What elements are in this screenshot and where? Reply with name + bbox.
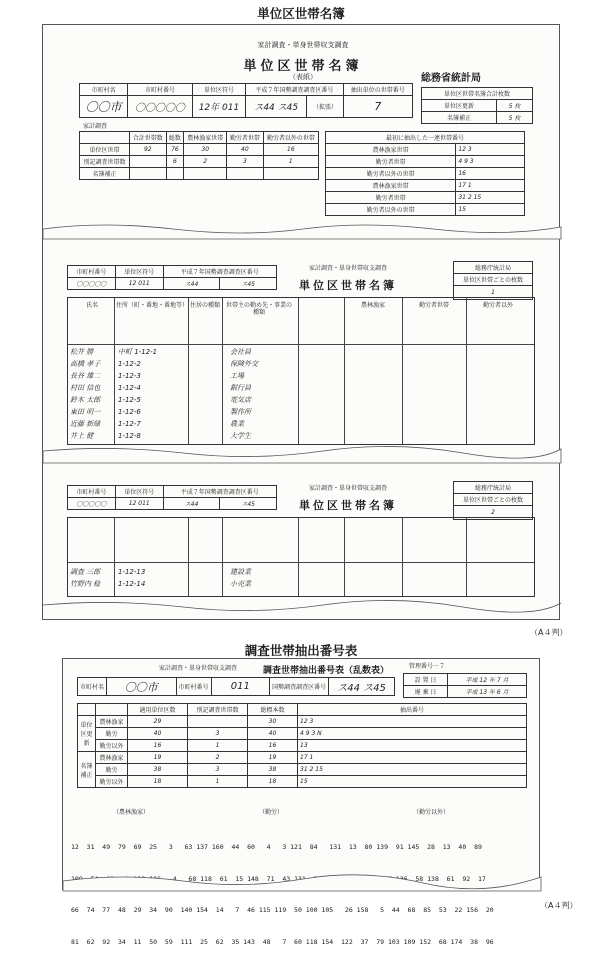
random-row: 66 74 77 48 29 34 90 140 154 14 7 46 115 119 50 100 105 26 158 5 44 68 85 53 22 156 20 (71, 906, 494, 914)
resident-name: 松井 勝 (70, 348, 94, 356)
p2-col-header: 抽出番号 (298, 704, 527, 716)
resident-name: 井上 健 (70, 432, 94, 440)
row-value: 16 (128, 740, 188, 752)
table-row (70, 384, 530, 396)
date-value: 平成 13 年 6 月 (448, 686, 527, 698)
random-number-table (71, 821, 535, 968)
row-value: 4 9 3 N (298, 728, 527, 740)
p2-dates-table (403, 673, 527, 698)
summary-value: 6 (166, 156, 184, 168)
row-value: 19 (248, 752, 298, 764)
resident-work: 小売業 (230, 580, 251, 588)
date-value: 平成 12 年 7 月 (448, 674, 527, 686)
cover-label: （表紙） (289, 73, 317, 81)
summary-header: 農林漁家世帯 (184, 132, 227, 144)
page2-title: 調査世帯抽出番号表 (244, 643, 358, 658)
unit-code: 12年 011 (192, 96, 245, 118)
col-header-employee: 勤労者世帯 (418, 302, 449, 309)
resident-name: 東田 明一 (70, 408, 101, 416)
sampled-values: 4 9 3 (456, 156, 525, 168)
row-value: 18 (248, 776, 298, 788)
resident-name: 村田 信也 (70, 384, 101, 392)
summary-value: 92 (130, 144, 167, 156)
form-title: 単位区世帯名簿 (243, 59, 363, 74)
header-cell: 単位区符号 (192, 84, 245, 96)
header-cell: 国勢調査調査区番号 (270, 678, 329, 696)
col-header-work: 世帯主の勤め先・事業の種類 (225, 302, 292, 316)
sheet-count-label: 単位区世帯名簿合計枚数 (422, 88, 533, 100)
header-cell: 市町村番号 (128, 84, 193, 96)
row-value: 31 2 15 (298, 764, 527, 776)
row-value: 19 (128, 752, 188, 764)
roster-fix-label: 名簿補正 (422, 112, 497, 124)
section-label: 家計調査 (83, 123, 108, 130)
col-header-dwelling: 住居の種類 (190, 302, 221, 309)
random-group-label: （農林漁家） (113, 809, 150, 816)
summary-value: 16 (263, 144, 318, 156)
census-number: ス44 ス45 (246, 96, 307, 118)
summary-value: 40 (227, 144, 264, 156)
summary-header: 勤労者以外の世帯 (263, 132, 318, 144)
p2-sampling-table (77, 703, 527, 788)
summary-header: 勤労者世帯 (227, 132, 264, 144)
first-sampled-label: 最初に抽出した一連世帯番号 (326, 132, 525, 144)
first-sampled-table (325, 131, 525, 216)
resident-work: 会社員 (230, 348, 251, 356)
sheet2-header: 市町村番号 単位区符号 平成７年国勢調査調査区番号 〇〇〇〇〇 12 011 ス44 ス45 (67, 265, 277, 290)
sheet3-page-label: 単位区世帯ごとの枚数 (454, 494, 533, 506)
resident-work: 建設業 (230, 568, 251, 576)
sheet3-form-title: 単位区世帯名簿 (299, 499, 397, 512)
resident-work: 電気店 (230, 396, 251, 404)
table-row (70, 432, 530, 444)
row-value: 38 (128, 764, 188, 776)
table-row (70, 568, 530, 580)
row-label: 勤労 (96, 764, 128, 776)
sampled-row-label: 勤労者以外の世帯 (326, 204, 456, 216)
summary-value: 30 (184, 144, 227, 156)
summary-value: 1 (263, 156, 318, 168)
row-value (188, 716, 248, 728)
p2-survey-name: 家計調査・単身世帯収支調査 (158, 665, 237, 672)
resident-address: 1-12-13 (118, 568, 146, 576)
household-number: 7 (343, 96, 412, 118)
header-cell: 市町村番号 (176, 678, 211, 696)
header-cell: 抽出単位の世帯番号 (343, 84, 412, 96)
torn-edge (43, 445, 559, 463)
page2-size-note: （A４判） (540, 901, 578, 910)
sheet-count-box (421, 87, 533, 124)
random-group-label: （勤労） (259, 809, 284, 816)
row-value: 40 (128, 728, 188, 740)
sheet2-census-b: ス45 (220, 278, 277, 290)
col-header-name: 氏名 (85, 302, 98, 309)
row-value: 16 (248, 740, 298, 752)
sampled-row-label: 勤労者以外の世帯 (326, 168, 456, 180)
random-group-label: （勤労以外） (413, 809, 450, 816)
page1-title: 単位区世帯名簿 (257, 6, 345, 21)
row-value: 38 (248, 764, 298, 776)
resident-address: 1-12-2 (118, 360, 141, 368)
summary-value (130, 156, 167, 168)
resident-work: 銀行員 (230, 384, 251, 392)
agency-name: 総務省統計局 (421, 73, 481, 84)
sheet3-roster-grid (67, 517, 535, 597)
row-value: 3 (188, 764, 248, 776)
resident-address: 1-12-14 (118, 580, 146, 588)
row-value: 1 (188, 740, 248, 752)
resident-work: 工場 (230, 372, 244, 380)
header-cell: 市町村名 (80, 84, 128, 96)
header-cell: 市町村名 (78, 678, 107, 696)
row-value: 18 (128, 776, 188, 788)
sheet3-agency: 総務庁統計局 (454, 482, 533, 494)
sampled-row-label: 勤労者世帯 (326, 192, 456, 204)
header-cell: 平成７年国勢調査調査区番号 (246, 84, 343, 96)
sampled-row-label: 勤労者世帯 (326, 156, 456, 168)
resident-name: 竹野内 稔 (70, 580, 101, 588)
summary-row-label: 単位区世帯 (80, 144, 130, 156)
sheet3-census-a: ス44 (163, 498, 220, 510)
p2-col-header: 総標本数 (248, 704, 298, 716)
row-value: 30 (248, 716, 298, 728)
p2-mgmt-no: 管理番号－７ (409, 663, 446, 670)
sampled-values: 16 (456, 168, 525, 180)
random-number-sheet (62, 658, 540, 946)
sheet2-city-code: 〇〇〇〇〇 (68, 278, 116, 290)
resident-address: 1-12-6 (118, 408, 141, 416)
resident-address: 1-12-3 (118, 372, 141, 380)
table-row (70, 408, 530, 420)
group-label: 名簿補正 (78, 752, 96, 788)
table-row (70, 360, 530, 372)
random-row: 81 62 92 34 11 50 59 111 25 62 35 143 48 7 60 118 154 122 37 79 103 109 152 68 174 38 96 (71, 937, 494, 946)
table-row (70, 396, 530, 408)
p2-census-no: ス44 ス45 (329, 678, 395, 696)
date-label: 廃 棄 日 (404, 686, 448, 698)
summary-header: 合計世帯数 (130, 132, 167, 144)
roster-fix-count: 5 枚 (497, 112, 533, 124)
row-value: 12 3 (298, 716, 527, 728)
row-label: 勤労以外 (96, 740, 128, 752)
p2-form-title: 調査世帯抽出番号表（乱数表） (263, 666, 390, 676)
cover-header-table (79, 83, 413, 118)
city-code: 〇〇〇〇〇 (128, 96, 193, 118)
sheet2-agency: 総務庁統計局 (454, 262, 533, 274)
p2-city: 〇〇市 (107, 678, 177, 696)
resident-name: 調査 三郎 (70, 568, 101, 576)
torn-edge (63, 873, 539, 891)
table-row (70, 348, 530, 360)
resident-name: 長谷 雄二 (70, 372, 101, 380)
table-row (70, 420, 530, 432)
row-value: 1 (188, 776, 248, 788)
resident-address: 1-12-8 (118, 432, 141, 440)
resident-work: 農業 (230, 420, 244, 428)
table-row (70, 580, 530, 592)
summary-row-label: 名簿補正 (80, 168, 130, 180)
sheet2-page-box (453, 261, 533, 300)
col-header-farm: 農林漁家 (360, 302, 385, 309)
sampled-row-label: 農林漁家世帯 (326, 144, 456, 156)
sampled-values: 15 (456, 204, 525, 216)
group-label: 単位区更新 (78, 716, 96, 752)
summary-value: 2 (184, 156, 227, 168)
resident-address: 1-12-4 (118, 384, 141, 392)
p2-col-header: 適用単位区数 (128, 704, 188, 716)
summary-header: 総数 (166, 132, 184, 144)
p2-unit-code: 011 (211, 678, 270, 696)
page1-size-note: （A４判） (530, 628, 568, 637)
sheet2-page-value: 1 (454, 286, 533, 300)
sheet2-unit-code: 12 011 (115, 278, 163, 290)
row-value: 15 (298, 776, 527, 788)
sheet3-census-b: ス45 (220, 498, 277, 510)
ext-label: （拡張） (307, 96, 343, 118)
resident-address: 1-12-7 (118, 420, 141, 428)
sampled-values: 31 2 15 (456, 192, 525, 204)
row-label: 勤労以外 (96, 776, 128, 788)
row-label: 勤労 (96, 728, 128, 740)
random-row: 12 31 49 79 69 25 3 63 137 160 44 60 4 3 121 84 131 13 80 139 91 145 28 13 40 89 (71, 843, 482, 851)
resident-name: 近藤 新緑 (70, 420, 101, 428)
col-header-nonemployee: 勤労者以外 (482, 302, 513, 309)
row-value: 29 (128, 716, 188, 728)
survey-name: 家計調査・単身世帯収支調査 (257, 41, 349, 49)
sheet2-census-a: ス44 (163, 278, 220, 290)
city-name: 〇〇市 (80, 96, 128, 118)
sampled-values: 17 1 (456, 180, 525, 192)
table-row (70, 372, 530, 384)
row-value: 3 (188, 728, 248, 740)
resident-work: 保険外交 (230, 360, 258, 368)
sheet2-page-label: 単位区世帯ごとの枚数 (454, 274, 533, 286)
row-value: 13 (298, 740, 527, 752)
row-label: 農林漁家 (96, 752, 128, 764)
resident-work: 製作所 (230, 408, 251, 416)
sheet3-survey-name: 家計調査・単身世帯収支調査 (308, 485, 387, 492)
torn-edge (43, 599, 559, 617)
row-value: 17 1 (298, 752, 527, 764)
sheet3-city-code: 〇〇〇〇〇 (68, 498, 116, 510)
unit-update-count: 5 枚 (497, 100, 533, 112)
sheet3-unit-code: 12 011 (115, 498, 163, 510)
date-label: 設 置 日 (404, 674, 448, 686)
p2-col-header: 別記調査世帯数 (188, 704, 248, 716)
torn-edge (43, 221, 559, 239)
resident-work: 大学生 (230, 432, 251, 440)
sampled-row-label: 農林漁家世帯 (326, 180, 456, 192)
household-roster-sheet (42, 24, 560, 620)
sheet3-header: 市町村番号 単位区符号 平成７年国勢調査調査区番号 〇〇〇〇〇 12 011 ス44 ス45 (67, 485, 277, 510)
sheet3-page-box (453, 481, 533, 520)
summary-row-label: 別記調査世帯数 (80, 156, 130, 168)
row-value: 40 (248, 728, 298, 740)
random-row: 109 54 99 1 112 106 4 68 118 61 15 148 71 43 131 55 36 134 92 117 136 58 138 61 92 17 (71, 874, 486, 883)
sampled-values: 12 3 (456, 144, 525, 156)
resident-name: 鈴木 太郎 (70, 396, 101, 404)
unit-update-label: 単位区更新 (422, 100, 497, 112)
summary-value: 76 (166, 144, 184, 156)
summary-value: 3 (227, 156, 264, 168)
col-header-address: 住所（町・番地・番地等） (116, 302, 189, 309)
sheet2-survey-name: 家計調査・単身世帯収支調査 (308, 265, 387, 272)
row-label: 農林漁家 (96, 716, 128, 728)
sheet2-roster-grid (67, 297, 535, 445)
resident-address: 1-12-5 (118, 396, 141, 404)
resident-address: 中町 1-12-1 (118, 348, 158, 356)
sheet3-page-value: 2 (454, 506, 533, 520)
summary-table (79, 131, 319, 180)
sheet2-form-title: 単位区世帯名簿 (299, 279, 397, 292)
row-value: 2 (188, 752, 248, 764)
p2-header-table (77, 677, 395, 696)
resident-name: 高橋 孝子 (70, 360, 101, 368)
